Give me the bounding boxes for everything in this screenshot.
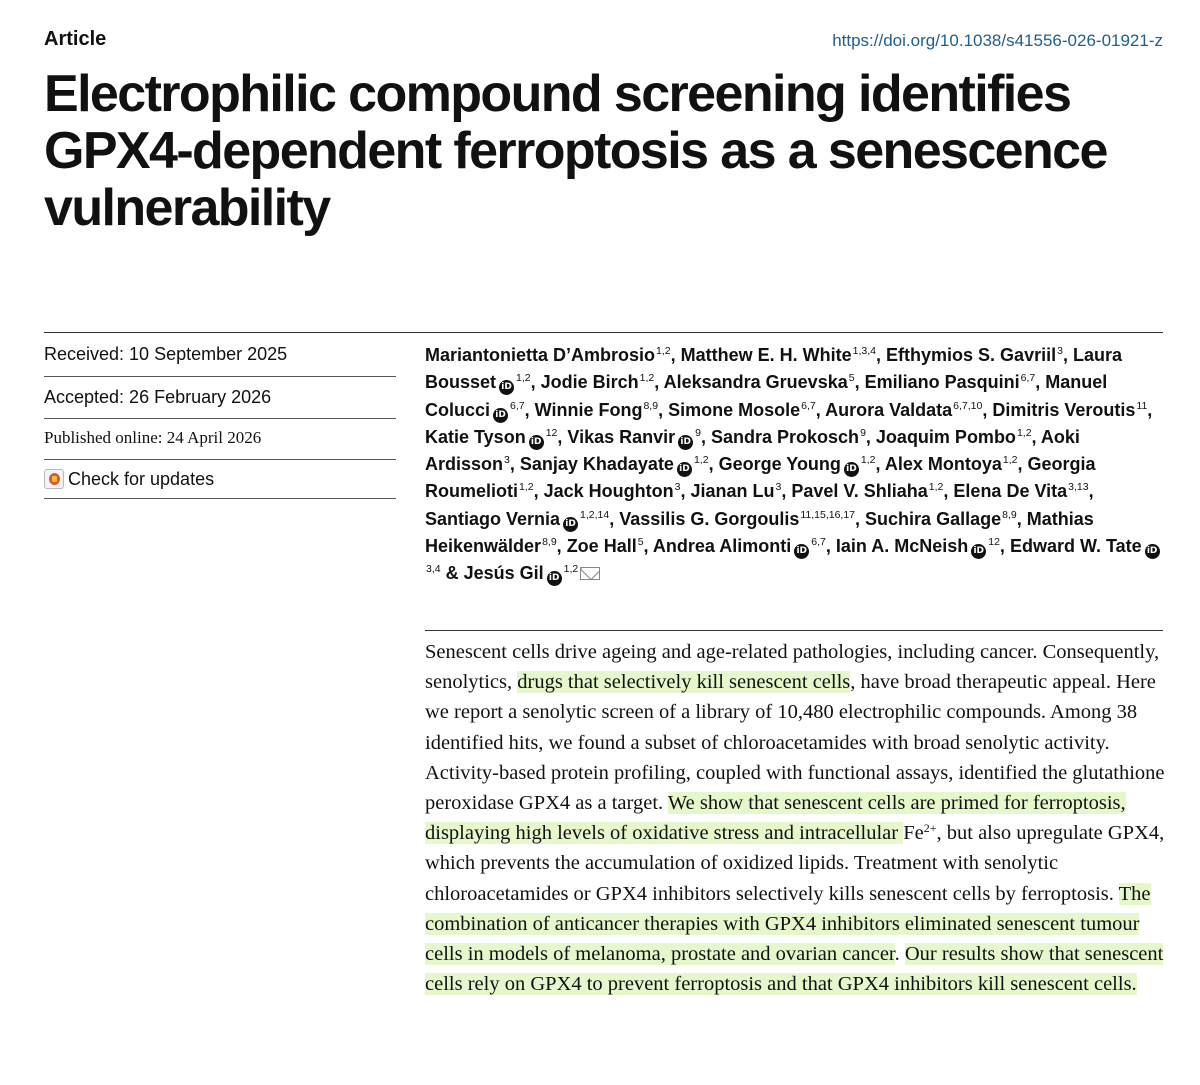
author[interactable]: [567, 427, 701, 447]
highlighted-text: The combination of anticancer therapies with GPX4 inhibitors eliminated senescent tumour cells in models of melanoma, prostate and ovarian cancer: [425, 882, 1151, 966]
author[interactable]: [719, 454, 876, 474]
author-name: Alex Montoya: [884, 454, 1002, 475]
affiliation-numbers[interactable]: 1,2: [860, 454, 876, 467]
abstract-text: 2+: [923, 821, 937, 836]
affiliation-numbers[interactable]: 1,2: [1016, 426, 1032, 439]
author-name: George Young: [718, 454, 841, 475]
orcid-icon[interactable]: iD: [529, 435, 544, 450]
affiliation-numbers[interactable]: 3: [504, 454, 510, 467]
check-updates-icon: [44, 469, 64, 489]
author-name: Jodie Birch: [540, 372, 639, 393]
highlighted-text: Our results show that senescent cells rely on GPX4 to prevent ferroptosis and that GPX4 inhibitors kill senescent cells.: [425, 943, 1164, 996]
author-name: Manuel Colucci: [425, 372, 1108, 420]
affiliation-numbers[interactable]: 11: [1136, 399, 1148, 412]
affiliation-numbers[interactable]: 1,2: [519, 481, 534, 494]
affiliation-numbers[interactable]: 1,2,14: [580, 508, 610, 521]
affiliation-numbers[interactable]: 1,2: [693, 454, 709, 467]
affiliation-numbers[interactable]: 8,9: [643, 399, 659, 412]
author-name: Winnie Fong: [534, 399, 643, 420]
abstract-text: Fe: [903, 822, 924, 845]
affiliation-numbers[interactable]: 6,7: [801, 399, 816, 412]
affiliation-numbers[interactable]: 8,9: [542, 536, 557, 549]
author-name: Mathias Heikenwälder: [425, 508, 1094, 557]
author-name: Simone Mosole: [668, 399, 801, 420]
author[interactable]: [791, 481, 943, 501]
affiliation-numbers[interactable]: 12: [988, 536, 1000, 549]
author-name: Vikas Ranvir: [567, 426, 676, 447]
check-updates-label: Check for updates: [68, 468, 215, 489]
orcid-icon[interactable]: iD: [844, 462, 859, 477]
abstract-text: , have broad therapeutic appeal. Here we report a senolytic screen of a library of 10,480 electrophilic compounds. Among 38 identified hits, we found a subset of chloroacetamides with broad senolytic activity. Activity-based protein profiling, coupled with functional assays, identified the glutathione peroxidase GPX4 as a target.: [425, 671, 1165, 815]
received-row: [44, 332, 396, 377]
accepted-date: Accepted: 26 February 2026: [44, 387, 272, 407]
orcid-icon[interactable]: iD: [794, 544, 809, 559]
orcid-icon[interactable]: iD: [678, 435, 693, 450]
affiliation-numbers[interactable]: 3: [1057, 345, 1063, 357]
author[interactable]: [535, 400, 658, 420]
affiliation-numbers[interactable]: 6,7: [510, 399, 525, 412]
author[interactable]: [664, 372, 855, 392]
affiliation-numbers[interactable]: 8,9: [1002, 508, 1017, 521]
affiliation-numbers[interactable]: 1,2: [928, 481, 944, 494]
affiliation-numbers[interactable]: 1,2: [656, 345, 671, 357]
affiliation-numbers[interactable]: 6,7: [1020, 372, 1036, 385]
abstract-text: .: [894, 943, 905, 966]
author-name: Sanjay Khadayate: [519, 454, 674, 475]
author-name: Pavel V. Shliaha: [791, 481, 928, 502]
affiliation-numbers[interactable]: 3,4: [426, 563, 441, 576]
article-type-label: Article: [44, 28, 107, 50]
abstract-text: , but also upregulate GPX4, which prevents the accumulation of oxidized lipids. Treatment with senolytic chloroacetamides or GPX4 inhibitors selectively kills senescent cells by ferroptosis.: [425, 822, 1165, 905]
affiliation-numbers[interactable]: 5: [637, 536, 644, 549]
author-name: Iain A. McNeish: [835, 536, 969, 557]
affiliation-numbers[interactable]: 3: [775, 481, 782, 494]
author-name: Mariantonietta D’Ambrosio: [425, 345, 656, 365]
affiliation-numbers[interactable]: 12: [545, 426, 558, 439]
orcid-icon[interactable]: iD: [1145, 544, 1160, 559]
author-name: Matthew E. H. White: [680, 345, 852, 365]
affiliation-numbers[interactable]: 1,2: [1002, 454, 1018, 467]
author-name: Vassilis G. Gorgoulis: [619, 508, 800, 529]
author[interactable]: [425, 345, 671, 365]
author[interactable]: [865, 509, 1017, 529]
affiliation-numbers[interactable]: 5: [848, 372, 855, 385]
author-name: Aurora Valdata: [825, 399, 953, 420]
doi-link[interactable]: https://doi.org/10.1038/s41556-026-01921-z: [832, 31, 1163, 50]
author[interactable]: [876, 427, 1032, 447]
author-list: Mariantonietta D’Ambrosio$^{1,2}$, Matthew E. H. White$^{1,3,4}$, Efthymios S. Gavriil$^3$, Laura Bousset iD$^{1,2}$, Jodie Birch$^{1,2}$, Aleksandra Gruevska$^5$, Emiliano Pasquini$^{6,7}$, Manuel Colucci iD$^{6,7}$, Winnie Fong$^{8,9}$, Simone Mosole$^{6,7}$, Aurora Valdata$^{6,7,10}$, Dimitris Veroutis$^{11}$, Katie Tyson $iD^{12}$, Vikas Ranvir $iD^9$, Sandra Prokosch$^9$, Joaquim Pombo$^{1,2}$, Aoki Ardisson$^3$, Sanjay Khadayate iD$^{1,2}$, George Young iD$^{1,2}$, Alex Montoya$^{1,2}$, Georgia Roumelioti$^{1,2}$, Jack Houghton$^3$, Jianan Lu$^3$, Pavel V. Shliaha$^{1,2}$, Elena De Vita$^{3,13}$, Santiago Vernia iD$^{1,2,14}$, Vassilis G. Gorgoulis$^{11,15,16,17}$, Suchira Gallage$^{8,9}$, Mathias Heikenwälder$^{8,9}$, Zoe Hall$^5$, Andrea Alimonti iD$^{6,7}$, Iain A. McNeish $iD^{12}$, Edward W. Tate iD$^{3,4}$ & Jesús Gil iD$^{1,2}$: [425, 342, 1165, 588]
author-name: Georgia Roumelioti: [425, 454, 1096, 502]
author[interactable]: [836, 536, 1000, 556]
author[interactable]: [520, 454, 709, 474]
author[interactable]: [865, 372, 1036, 392]
author[interactable]: [691, 481, 782, 501]
author-name: Santiago Vernia: [425, 508, 561, 529]
author-name: Edward W. Tate: [1009, 536, 1142, 557]
author-name: Sandra Prokosch: [711, 426, 860, 447]
author-name: Joaquim Pombo: [875, 426, 1016, 447]
author[interactable]: [619, 509, 855, 529]
author[interactable]: [464, 563, 601, 583]
author[interactable]: [425, 427, 557, 447]
author-name: Jack Houghton: [543, 481, 674, 502]
affiliation-numbers[interactable]: 6,7: [811, 536, 826, 549]
author[interactable]: [544, 481, 681, 501]
affiliation-numbers[interactable]: 9: [860, 426, 866, 439]
affiliation-numbers[interactable]: 9: [695, 426, 701, 439]
author-name: Andrea Alimonti: [652, 536, 792, 557]
author[interactable]: [668, 400, 816, 420]
author[interactable]: [953, 481, 1088, 501]
orcid-icon[interactable]: iD: [499, 380, 514, 395]
author-name: Dimitris Veroutis: [992, 399, 1136, 420]
mail-icon[interactable]: [580, 567, 600, 580]
affiliation-numbers[interactable]: 1,2: [516, 372, 531, 385]
author[interactable]: [711, 427, 866, 447]
author-name: Aoki Ardisson: [425, 426, 1080, 475]
author[interactable]: [653, 536, 826, 556]
orcid-icon[interactable]: iD: [677, 462, 692, 477]
check-updates-button[interactable]: [44, 460, 396, 499]
affiliation-numbers[interactable]: 3: [674, 481, 681, 494]
author[interactable]: [885, 454, 1018, 474]
affiliation-numbers[interactable]: 1,3,4: [852, 345, 877, 357]
published-row: [44, 419, 396, 460]
author-name: Jesús Gil: [463, 563, 544, 584]
author-name: Elena De Vita: [953, 481, 1068, 502]
abstract-divider: [425, 630, 1163, 631]
affiliation-numbers[interactable]: 6,7,10: [953, 399, 983, 412]
author[interactable]: [992, 400, 1147, 420]
affiliation-numbers[interactable]: 1,2: [639, 372, 655, 385]
abstract-text: Senescent cells drive ageing and age-related pathologies, including cancer. Consequently, senolytics,: [425, 641, 1160, 694]
author-name: Jianan Lu: [690, 481, 775, 502]
author-name: Aleksandra Gruevska: [663, 372, 848, 393]
highlighted-text: We show that senescent cells are primed for ferroptosis, displaying high levels of oxidative stress and intracellular: [425, 792, 1126, 845]
abstract: [425, 637, 1170, 999]
orcid-icon[interactable]: iD: [563, 517, 578, 532]
author-name: Efthymios S. Gavriil: [886, 345, 1057, 365]
author[interactable]: [825, 400, 982, 420]
author-name: Suchira Gallage: [865, 508, 1002, 529]
accepted-row: [44, 377, 396, 419]
author-name: Laura Bousset: [425, 345, 1122, 393]
author[interactable]: [425, 509, 609, 529]
article-meta: [44, 332, 396, 499]
affiliation-numbers[interactable]: 1,2: [563, 563, 579, 576]
author-name: Katie Tyson: [425, 426, 526, 447]
article-title: Electrophilic compound screening identifies GPX4-dependent ferroptosis as a senescence vulnerability: [44, 65, 1107, 237]
orcid-icon[interactable]: iD: [493, 408, 508, 423]
published-date: Published online: 24 April 2026: [44, 428, 262, 447]
author[interactable]: [567, 536, 644, 556]
author[interactable]: [681, 345, 876, 365]
author-name: Zoe Hall: [566, 536, 637, 557]
author-name: Emiliano Pasquini: [864, 372, 1020, 393]
author[interactable]: [541, 372, 655, 392]
affiliation-numbers[interactable]: 11,15,16,17: [800, 508, 856, 521]
author[interactable]: [886, 345, 1063, 365]
received-date: Received: 10 September 2025: [44, 344, 288, 364]
affiliation-numbers[interactable]: 3,13: [1068, 481, 1089, 494]
highlighted-text: drugs that selectively kill senescent cells: [517, 671, 851, 694]
orcid-icon[interactable]: iD: [547, 571, 562, 586]
orcid-icon[interactable]: iD: [971, 544, 986, 559]
